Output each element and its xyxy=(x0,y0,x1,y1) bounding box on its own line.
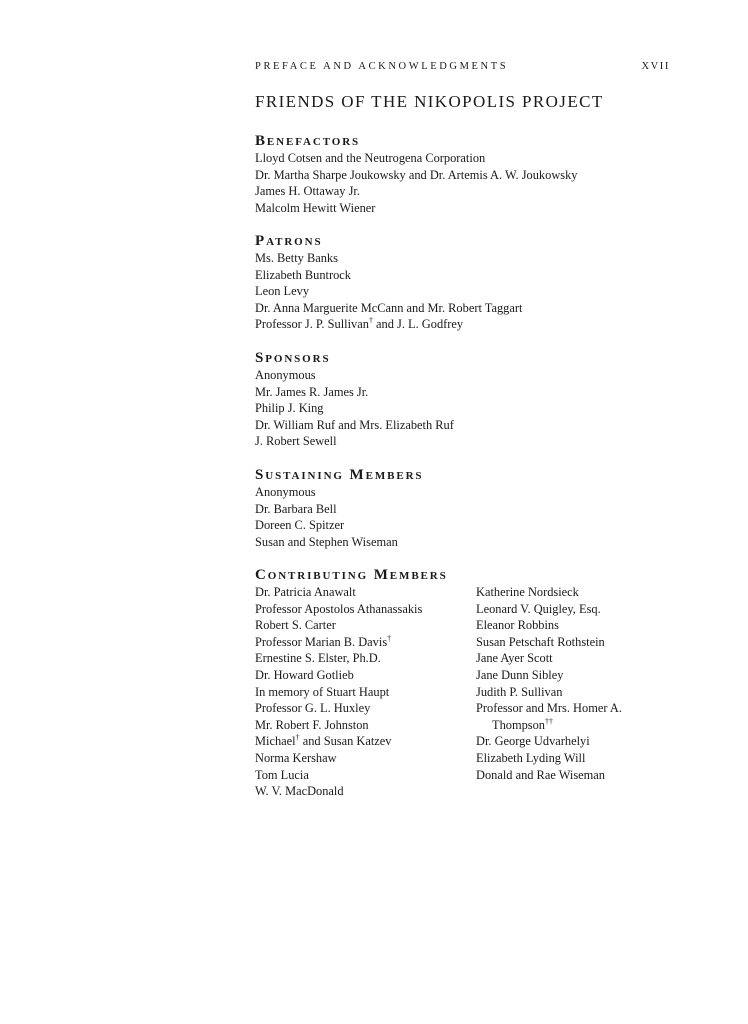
running-head-title: PREFACE AND ACKNOWLEDGMENTS xyxy=(255,61,509,72)
list-item: Mr. James R. James Jr. xyxy=(255,384,369,399)
sustaining-members-list xyxy=(255,484,423,550)
list-item: Elizabeth Buntrock xyxy=(255,267,351,282)
list-item xyxy=(255,316,522,333)
sponsors-heading: Sponsors xyxy=(255,350,331,366)
list-item: Malcolm Hewitt Wiener xyxy=(255,200,376,215)
list-item: Tom Lucia xyxy=(255,767,309,782)
list-item: Elizabeth Lyding Will xyxy=(476,750,586,765)
sponsors-list xyxy=(255,367,454,450)
list-item: Ms. Betty Banks xyxy=(255,251,338,265)
list-item: Dr. Anna Marguerite McCann and Mr. Robert Taggart xyxy=(255,300,523,315)
list-item: In memory of Stuart Haupt xyxy=(255,684,390,699)
patrons-heading: Patrons xyxy=(255,233,323,249)
list-item: Mr. Robert F. Johnston xyxy=(255,717,369,732)
name-text: and J. L. Godfrey xyxy=(372,317,464,332)
patrons-section xyxy=(255,233,522,333)
list-item: Eleanor Robbins xyxy=(476,618,559,633)
list-item: Ernestine S. Elster, Ph.D. xyxy=(255,651,381,666)
double-dagger-mark: †† xyxy=(545,716,554,726)
dagger-mark: † xyxy=(368,316,373,326)
contributing-members-right-list xyxy=(476,584,622,783)
list-item: Dr. William Ruf and Mrs. Elizabeth Ruf xyxy=(255,417,454,432)
name-text: and Susan Katzev xyxy=(299,734,392,749)
list-item: Anonymous xyxy=(255,485,316,499)
list-item: Philip J. King xyxy=(255,401,324,416)
list-item: Jane Ayer Scott xyxy=(476,651,553,666)
list-item: Dr. Patricia Anawalt xyxy=(255,585,356,599)
list-item: Professor and Mrs. Homer A. xyxy=(476,701,622,716)
list-item: Doreen C. Spitzer xyxy=(255,518,345,533)
list-item: Donald and Rae Wiseman xyxy=(476,767,605,782)
sustaining-members-section xyxy=(255,467,423,550)
list-item: James H. Ottaway Jr. xyxy=(255,184,360,199)
list-item: Professor Apostolos Athanassakis xyxy=(255,601,423,616)
list-item: Leonard V. Quigley, Esq. xyxy=(476,601,601,616)
contributing-members-left-list xyxy=(255,584,448,800)
list-item xyxy=(255,634,448,651)
benefactors-list xyxy=(255,150,578,216)
running-head xyxy=(255,61,670,77)
list-item: Judith P. Sullivan xyxy=(476,684,563,699)
list-item: J. Robert Sewell xyxy=(255,434,337,449)
list-item xyxy=(476,717,622,734)
list-item: Jane Dunn Sibley xyxy=(476,667,564,682)
list-item: Lloyd Cotsen and the Neutrogena Corporation xyxy=(255,151,486,165)
list-item: Susan Petschaft Rothstein xyxy=(476,634,605,649)
page-title: FRIENDS OF THE NIKOPOLIS PROJECT xyxy=(255,92,604,111)
list-item: Leon Levy xyxy=(255,284,310,299)
contributing-members-right-column xyxy=(476,584,622,783)
list-item: Susan and Stephen Wiseman xyxy=(255,534,398,549)
name-text: Professor Marian B. Davis xyxy=(255,634,388,649)
list-item xyxy=(255,733,448,750)
dagger-mark: † xyxy=(295,733,300,743)
name-continuation xyxy=(476,717,622,734)
list-item: Katherine Nordsieck xyxy=(476,585,579,599)
contributing-members-heading: Contributing Members xyxy=(255,567,448,583)
list-item: Dr. George Udvarhelyi xyxy=(476,734,590,749)
contributing-members-section xyxy=(255,567,448,800)
name-text: Michael xyxy=(255,734,296,749)
list-item: Norma Kershaw xyxy=(255,750,337,765)
benefactors-heading: Benefactors xyxy=(255,133,361,149)
list-item: Dr. Martha Sharpe Joukowsky and Dr. Artemis A. W. Joukowsky xyxy=(255,167,578,182)
list-item: Professor G. L. Huxley xyxy=(255,701,371,716)
page-number: XVII xyxy=(641,61,670,72)
sponsors-section xyxy=(255,350,454,450)
list-item: Dr. Barbara Bell xyxy=(255,501,337,516)
list-item: Anonymous xyxy=(255,368,316,382)
list-item: Dr. Howard Gotlieb xyxy=(255,667,354,682)
name-text: Thompson xyxy=(492,717,546,732)
name-text: Professor J. P. Sullivan xyxy=(255,317,369,332)
list-item: Robert S. Carter xyxy=(255,618,336,633)
sustaining-members-heading: Sustaining Members xyxy=(255,467,424,483)
patrons-list xyxy=(255,250,522,333)
list-item: W. V. MacDonald xyxy=(255,784,344,799)
dagger-mark: † xyxy=(387,633,392,643)
benefactors-section xyxy=(255,133,578,216)
